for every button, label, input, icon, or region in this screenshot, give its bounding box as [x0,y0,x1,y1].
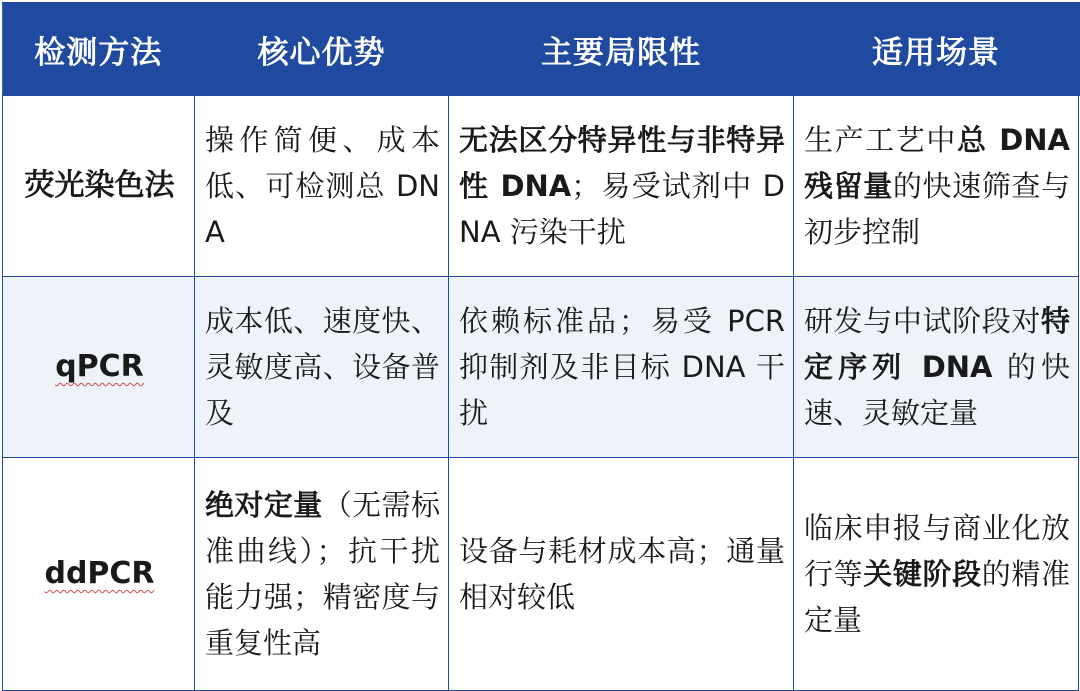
comparison-table-container [2,2,1078,681]
advantage-cell [195,95,449,277]
table-row [3,277,1079,458]
advantage-text: 操作简便、成本低、可检测总 DNA [205,123,440,249]
limitation-bold-text: 无法区分特异性与非特异性 DNA [459,123,785,203]
scenario-text-pre: 生产工艺中 [804,123,957,157]
header-method: 检测方法 [3,3,195,95]
table-header-row [3,3,1079,95]
limitation-cell [449,277,794,458]
scenario-bold-text: 特定序列 DNA [804,304,1070,384]
advantage-bold-text: 绝对定量 [205,488,323,522]
advantage-text: 成本低、速度快、灵敏度高、设备普及 [205,304,440,430]
table-row [3,458,1079,691]
scenario-text-post: 的快速、灵敏定量 [804,350,1070,430]
header-advantage: 核心优势 [195,3,449,95]
method-cell [3,458,195,691]
header-limitation: 主要局限性 [449,3,794,95]
scenario-bold-text: 总 DNA 残留量 [804,123,1070,203]
advantage-cell [195,458,449,691]
limitation-cell [449,95,794,277]
header-scenario: 适用场景 [794,3,1079,95]
method-cell [3,95,195,277]
scenario-text-pre: 临床申报与商业化放行等 [804,511,1070,591]
scenario-bold-text: 关键阶段 [863,557,982,591]
limitation-cell [449,458,794,691]
scenario-cell [794,458,1079,691]
dna-detection-methods-table [2,2,1080,691]
advantage-text: （无需标准曲线）；抗干扰能力强；精密度与重复性高 [205,488,440,660]
method-name: ddPCR [44,556,155,591]
method-name: 荧光染色法 [24,168,175,203]
limitation-text: 设备与耗材成本高；通量相对较低 [459,534,785,614]
method-cell [3,277,195,458]
limitation-text: 依赖标准品；易受 PCR 抑制剂及非目标 DNA 干扰 [459,304,785,430]
scenario-cell [794,95,1079,277]
scenario-text-post: 的精准定量 [804,557,1070,637]
advantage-cell [195,277,449,458]
method-name: qPCR [55,349,144,384]
table-row [3,95,1079,277]
scenario-text-post: 的快速筛查与初步控制 [804,169,1070,249]
limitation-text: ；易受试剂中 DNA 污染干扰 [459,169,785,249]
scenario-text-pre: 研发与中试阶段对 [804,304,1041,338]
scenario-cell [794,277,1079,458]
